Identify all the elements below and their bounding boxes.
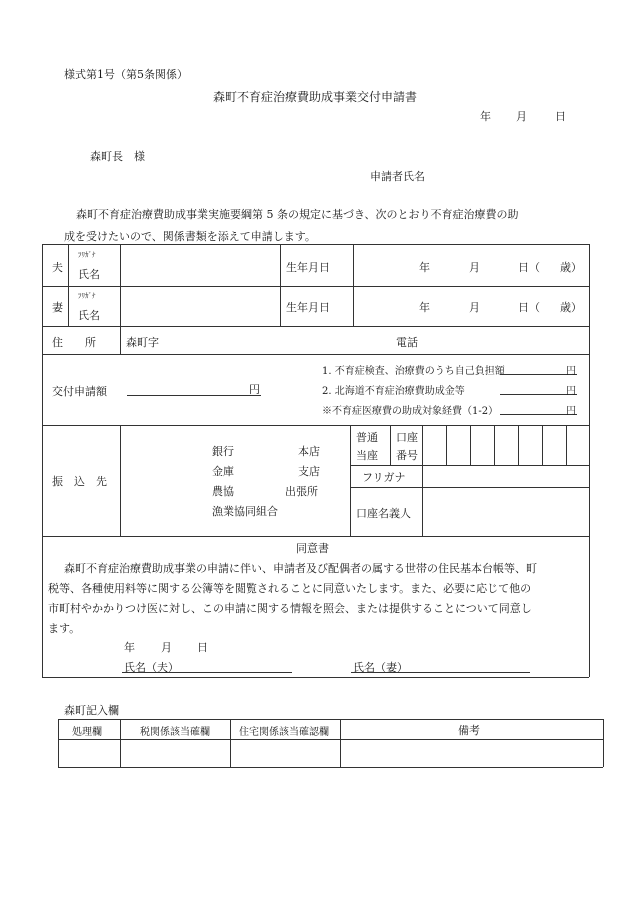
branch-type-branch: 支店 xyxy=(298,465,320,478)
grant-item-1-unit: 円 xyxy=(566,366,576,377)
grant-label: 交付申請額 xyxy=(52,385,107,398)
husband-label: 夫 xyxy=(52,261,63,274)
husband-age: 歳） xyxy=(560,261,582,274)
consent-date-day: 日 xyxy=(197,641,208,654)
husband-signature-label: 氏名（夫） xyxy=(124,661,179,674)
husband-signature-line xyxy=(122,672,292,673)
husband-name-label: 氏名 xyxy=(78,268,100,281)
address-label: 住 所 xyxy=(52,336,96,349)
consent-line-2: 税等、各種使用料等に関する公簿等を閲覧されることに同意いたします。また、必要に応じて他の xyxy=(48,582,532,595)
wife-signature-line xyxy=(351,672,530,673)
consent-date-month: 月 xyxy=(161,641,172,654)
account-number-label-1: 口座 xyxy=(396,431,418,444)
consent-line-3: 市町村やかかりつけ医に対し、この申請に関する情報を照会、または提供することについて同意し xyxy=(48,602,532,615)
applicant-label: 申請者氏名 xyxy=(370,170,425,183)
grant-item-1: 1. 不育症検査、治療費のうち自己負担額 xyxy=(322,366,505,377)
bank-type-nokyo: 農協 xyxy=(212,485,234,498)
wife-label: 妻 xyxy=(52,301,63,314)
account-furigana-label: フリガナ xyxy=(362,471,406,484)
husband-birth-day: 日（ xyxy=(518,261,540,274)
intro-line-2: 成を受けたいので、関係書類を添えて申請します。 xyxy=(64,230,316,243)
intro-line-1: 森町不育症治療費助成事業実施要綱第 5 条の規定に基づき、次のとおり不育症治療費の助 xyxy=(76,208,519,221)
phone-label: 電話 xyxy=(396,336,418,349)
grant-item-2: 2. 北海道不育症治療費助成金等 xyxy=(322,386,465,397)
bank-type-kinko: 金庫 xyxy=(212,465,234,478)
husband-birth-month: 月 xyxy=(469,261,480,274)
account-holder-label: 口座名義人 xyxy=(356,507,411,520)
grant-item-3: ※不育症医療費の助成対象経費（1-2） xyxy=(322,406,499,417)
branch-type-main: 本店 xyxy=(298,445,320,458)
header-date-month: 月 xyxy=(516,110,527,123)
office-col-processing: 処理欄 xyxy=(72,727,102,738)
consent-title: 同意書 xyxy=(296,542,329,555)
wife-furigana-label: ﾌﾘｶﾞﾅ xyxy=(78,292,96,300)
office-col-remarks: 備考 xyxy=(458,724,480,737)
office-col-tax: 税関係該当確欄 xyxy=(140,727,210,738)
wife-birth-label: 生年月日 xyxy=(286,301,330,314)
header-date-year: 年 xyxy=(480,110,491,123)
consent-line-4: ます。 xyxy=(48,622,81,635)
grant-item-3-unit: 円 xyxy=(566,406,576,417)
wife-age: 歳） xyxy=(560,301,582,314)
consent-line-1: 森町不育症治療費助成事業の申請に伴い、申請者及び配偶者の属する世帯の住民基本台帳等、町 xyxy=(64,562,537,575)
grant-amount-line xyxy=(127,395,261,396)
office-use-title: 森町記入欄 xyxy=(64,704,119,717)
office-col-housing: 住宅関係該当確認欄 xyxy=(239,727,329,738)
account-type-toza: 当座 xyxy=(356,449,378,462)
addressee: 森町長 様 xyxy=(90,150,145,163)
bank-type-bank: 銀行 xyxy=(212,445,234,458)
husband-birth-label: 生年月日 xyxy=(286,261,330,274)
husband-birth-year: 年 xyxy=(419,261,430,274)
account-number-label-2: 番号 xyxy=(396,449,418,462)
account-type-futsu: 普通 xyxy=(356,431,378,444)
grant-item-2-unit: 円 xyxy=(566,386,576,397)
grant-yen: 円 xyxy=(249,383,260,396)
wife-birth-month: 月 xyxy=(469,301,480,314)
bank-type-gyokyo: 漁業協同組合 xyxy=(212,505,278,518)
wife-signature-label: 氏名（妻） xyxy=(353,661,408,674)
transfer-label: 振 込 先 xyxy=(52,475,107,488)
wife-birth-day: 日（ xyxy=(518,301,540,314)
wife-name-label: 氏名 xyxy=(78,309,100,322)
branch-type-office: 出張所 xyxy=(285,485,318,498)
form-number: 様式第1号（第5条関係） xyxy=(64,68,188,81)
wife-birth-year: 年 xyxy=(419,301,430,314)
husband-furigana-label: ﾌﾘｶﾞﾅ xyxy=(78,251,96,259)
consent-date-year: 年 xyxy=(124,641,135,654)
address-prefix: 森町字 xyxy=(126,336,159,349)
form-title: 森町不育症治療費助成事業交付申請書 xyxy=(213,90,418,104)
header-date-day: 日 xyxy=(555,110,566,123)
